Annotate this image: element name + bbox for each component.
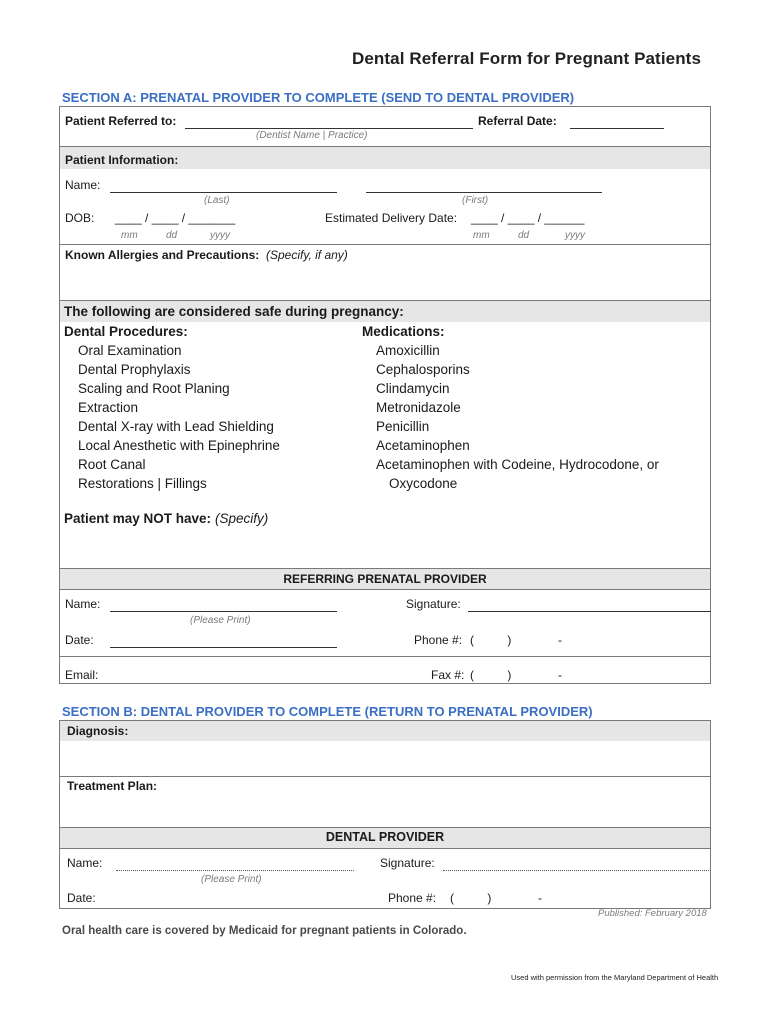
please-print-hint: (Please Print): [190, 615, 251, 626]
procedure-item: Oral Examination: [78, 343, 182, 358]
divider: [59, 776, 711, 777]
procedure-item: Scaling and Root Planing: [78, 381, 230, 396]
provider-date-input[interactable]: [111, 632, 336, 646]
procedures-heading: Dental Procedures:: [64, 324, 188, 339]
section-a-heading: SECTION A: PRENATAL PROVIDER TO COMPLETE (SEND TO DENTAL PROVIDER): [62, 90, 575, 105]
dentist-date-input[interactable]: [117, 890, 353, 904]
medication-item: Metronidazole: [376, 400, 461, 415]
medication-item: Amoxicillin: [376, 343, 440, 358]
referral-date-label: Referral Date:: [478, 114, 557, 128]
dentist-name-input[interactable]: [117, 855, 353, 869]
dentist-phone-blank[interactable]: ( ) -: [450, 891, 543, 905]
provider-email-label: Email:: [65, 668, 99, 682]
medication-item: Oxycodone: [389, 476, 458, 491]
procedure-item: Root Canal: [78, 457, 146, 472]
dob-mm-hint: mm: [121, 230, 138, 241]
dentist-signature-line: [443, 870, 709, 871]
may-not-label: Patient may NOT have:: [64, 511, 212, 526]
dob-blank[interactable]: ____ / ____ / _______: [115, 211, 236, 225]
edd-blank[interactable]: ____ / ____ / ______: [471, 211, 585, 225]
divider: [59, 244, 711, 245]
diagnosis-band: [60, 721, 710, 741]
medication-item: Acetaminophen with Codeine, Hydrocodone, or: [376, 457, 659, 472]
dob-label: DOB:: [65, 211, 95, 225]
provider-phone-blank[interactable]: ( ) -: [470, 633, 563, 647]
provider-name-input[interactable]: [111, 596, 336, 610]
divider: [59, 589, 711, 590]
diagnosis-input[interactable]: [64, 744, 708, 776]
form-title: Dental Referral Form for Pregnant Patients: [352, 49, 701, 68]
prenatal-provider-heading: REFERRING PRENATAL PROVIDER: [283, 572, 487, 586]
medications-heading: Medications:: [362, 324, 445, 339]
medication-item: Acetaminophen: [376, 438, 470, 453]
last-name-line: [110, 192, 337, 193]
patient-name-label: Name:: [65, 178, 101, 192]
please-print-hint: (Please Print): [201, 874, 262, 885]
dentist-phone-label: Phone #:: [388, 891, 437, 905]
provider-signature-label: Signature:: [406, 597, 461, 611]
provider-signature-line: [468, 611, 711, 612]
may-not-input[interactable]: [64, 530, 708, 568]
divider: [59, 656, 711, 657]
referred-to-input[interactable]: [186, 113, 472, 127]
referred-to-hint: (Dentist Name | Practice): [256, 130, 368, 141]
referred-to-line: [185, 128, 473, 129]
provider-name-label: Name:: [65, 597, 101, 611]
last-hint: (Last): [204, 195, 230, 206]
dob-yyyy-hint: yyyy: [210, 230, 230, 241]
referral-date-line: [570, 128, 664, 129]
procedure-item: Extraction: [78, 400, 139, 415]
medication-item: Penicillin: [376, 419, 430, 434]
allergies-label: Known Allergies and Precautions:: [65, 248, 260, 262]
procedure-item: Dental X-ray with Lead Shielding: [78, 419, 274, 434]
first-hint: (First): [462, 195, 489, 206]
provider-phone-label: Phone #:: [414, 633, 463, 647]
treatment-plan-label: Treatment Plan:: [67, 779, 158, 793]
procedure-item: Restorations | Fillings: [78, 476, 207, 491]
referred-to-label: Patient Referred to:: [65, 114, 177, 128]
dentist-date-label: Date:: [67, 891, 96, 905]
provider-date-line: [110, 647, 337, 648]
referral-date-input[interactable]: [571, 113, 663, 127]
divider: [59, 848, 711, 849]
provider-name-line: [110, 611, 337, 612]
patient-info-label: Patient Information:: [65, 153, 179, 167]
section-b-heading: SECTION B: DENTAL PROVIDER TO COMPLETE (RETURN TO PRENATAL PROVIDER): [62, 704, 593, 719]
dentist-signature-input[interactable]: [444, 855, 708, 869]
treatment-plan-input[interactable]: [64, 797, 708, 829]
first-name-line: [366, 192, 602, 193]
published-date: Published: February 2018: [598, 908, 707, 919]
allergies-input[interactable]: [64, 264, 708, 300]
dentist-name-label: Name:: [67, 856, 103, 870]
dob-dd-hint: dd: [166, 230, 178, 241]
dentist-name-line: [116, 870, 354, 871]
edd-yyyy-hint: yyyy: [565, 230, 585, 241]
first-name-input[interactable]: [367, 177, 601, 191]
provider-fax-label: Fax #:: [431, 668, 465, 682]
procedure-item: Local Anesthetic with Epinephrine: [78, 438, 280, 453]
safe-heading: The following are considered safe during pregnancy:: [64, 304, 404, 319]
medication-item: Clindamycin: [376, 381, 450, 396]
dentist-signature-label: Signature:: [380, 856, 435, 870]
medication-item: Cephalosporins: [376, 362, 470, 377]
edd-mm-hint: mm: [473, 230, 490, 241]
edd-label: Estimated Delivery Date:: [325, 211, 458, 225]
medicaid-note: Oral health care is covered by Medicaid for pregnant patients in Colorado.: [62, 925, 467, 937]
dental-provider-heading: DENTAL PROVIDER: [325, 830, 445, 844]
may-not-hint: (Specify): [215, 511, 269, 526]
edd-dd-hint: dd: [518, 230, 530, 241]
diagnosis-label: Diagnosis:: [67, 724, 129, 738]
allergies-hint: (Specify, if any): [266, 248, 348, 262]
provider-email-input[interactable]: [111, 667, 336, 681]
procedure-item: Dental Prophylaxis: [78, 362, 191, 377]
last-name-input[interactable]: [111, 177, 336, 191]
provider-date-label: Date:: [65, 633, 94, 647]
provider-signature-input[interactable]: [469, 596, 709, 610]
permission-note: Used with permission from the Maryland Department of Health: [511, 973, 719, 982]
provider-fax-blank[interactable]: ( ) -: [470, 668, 563, 682]
